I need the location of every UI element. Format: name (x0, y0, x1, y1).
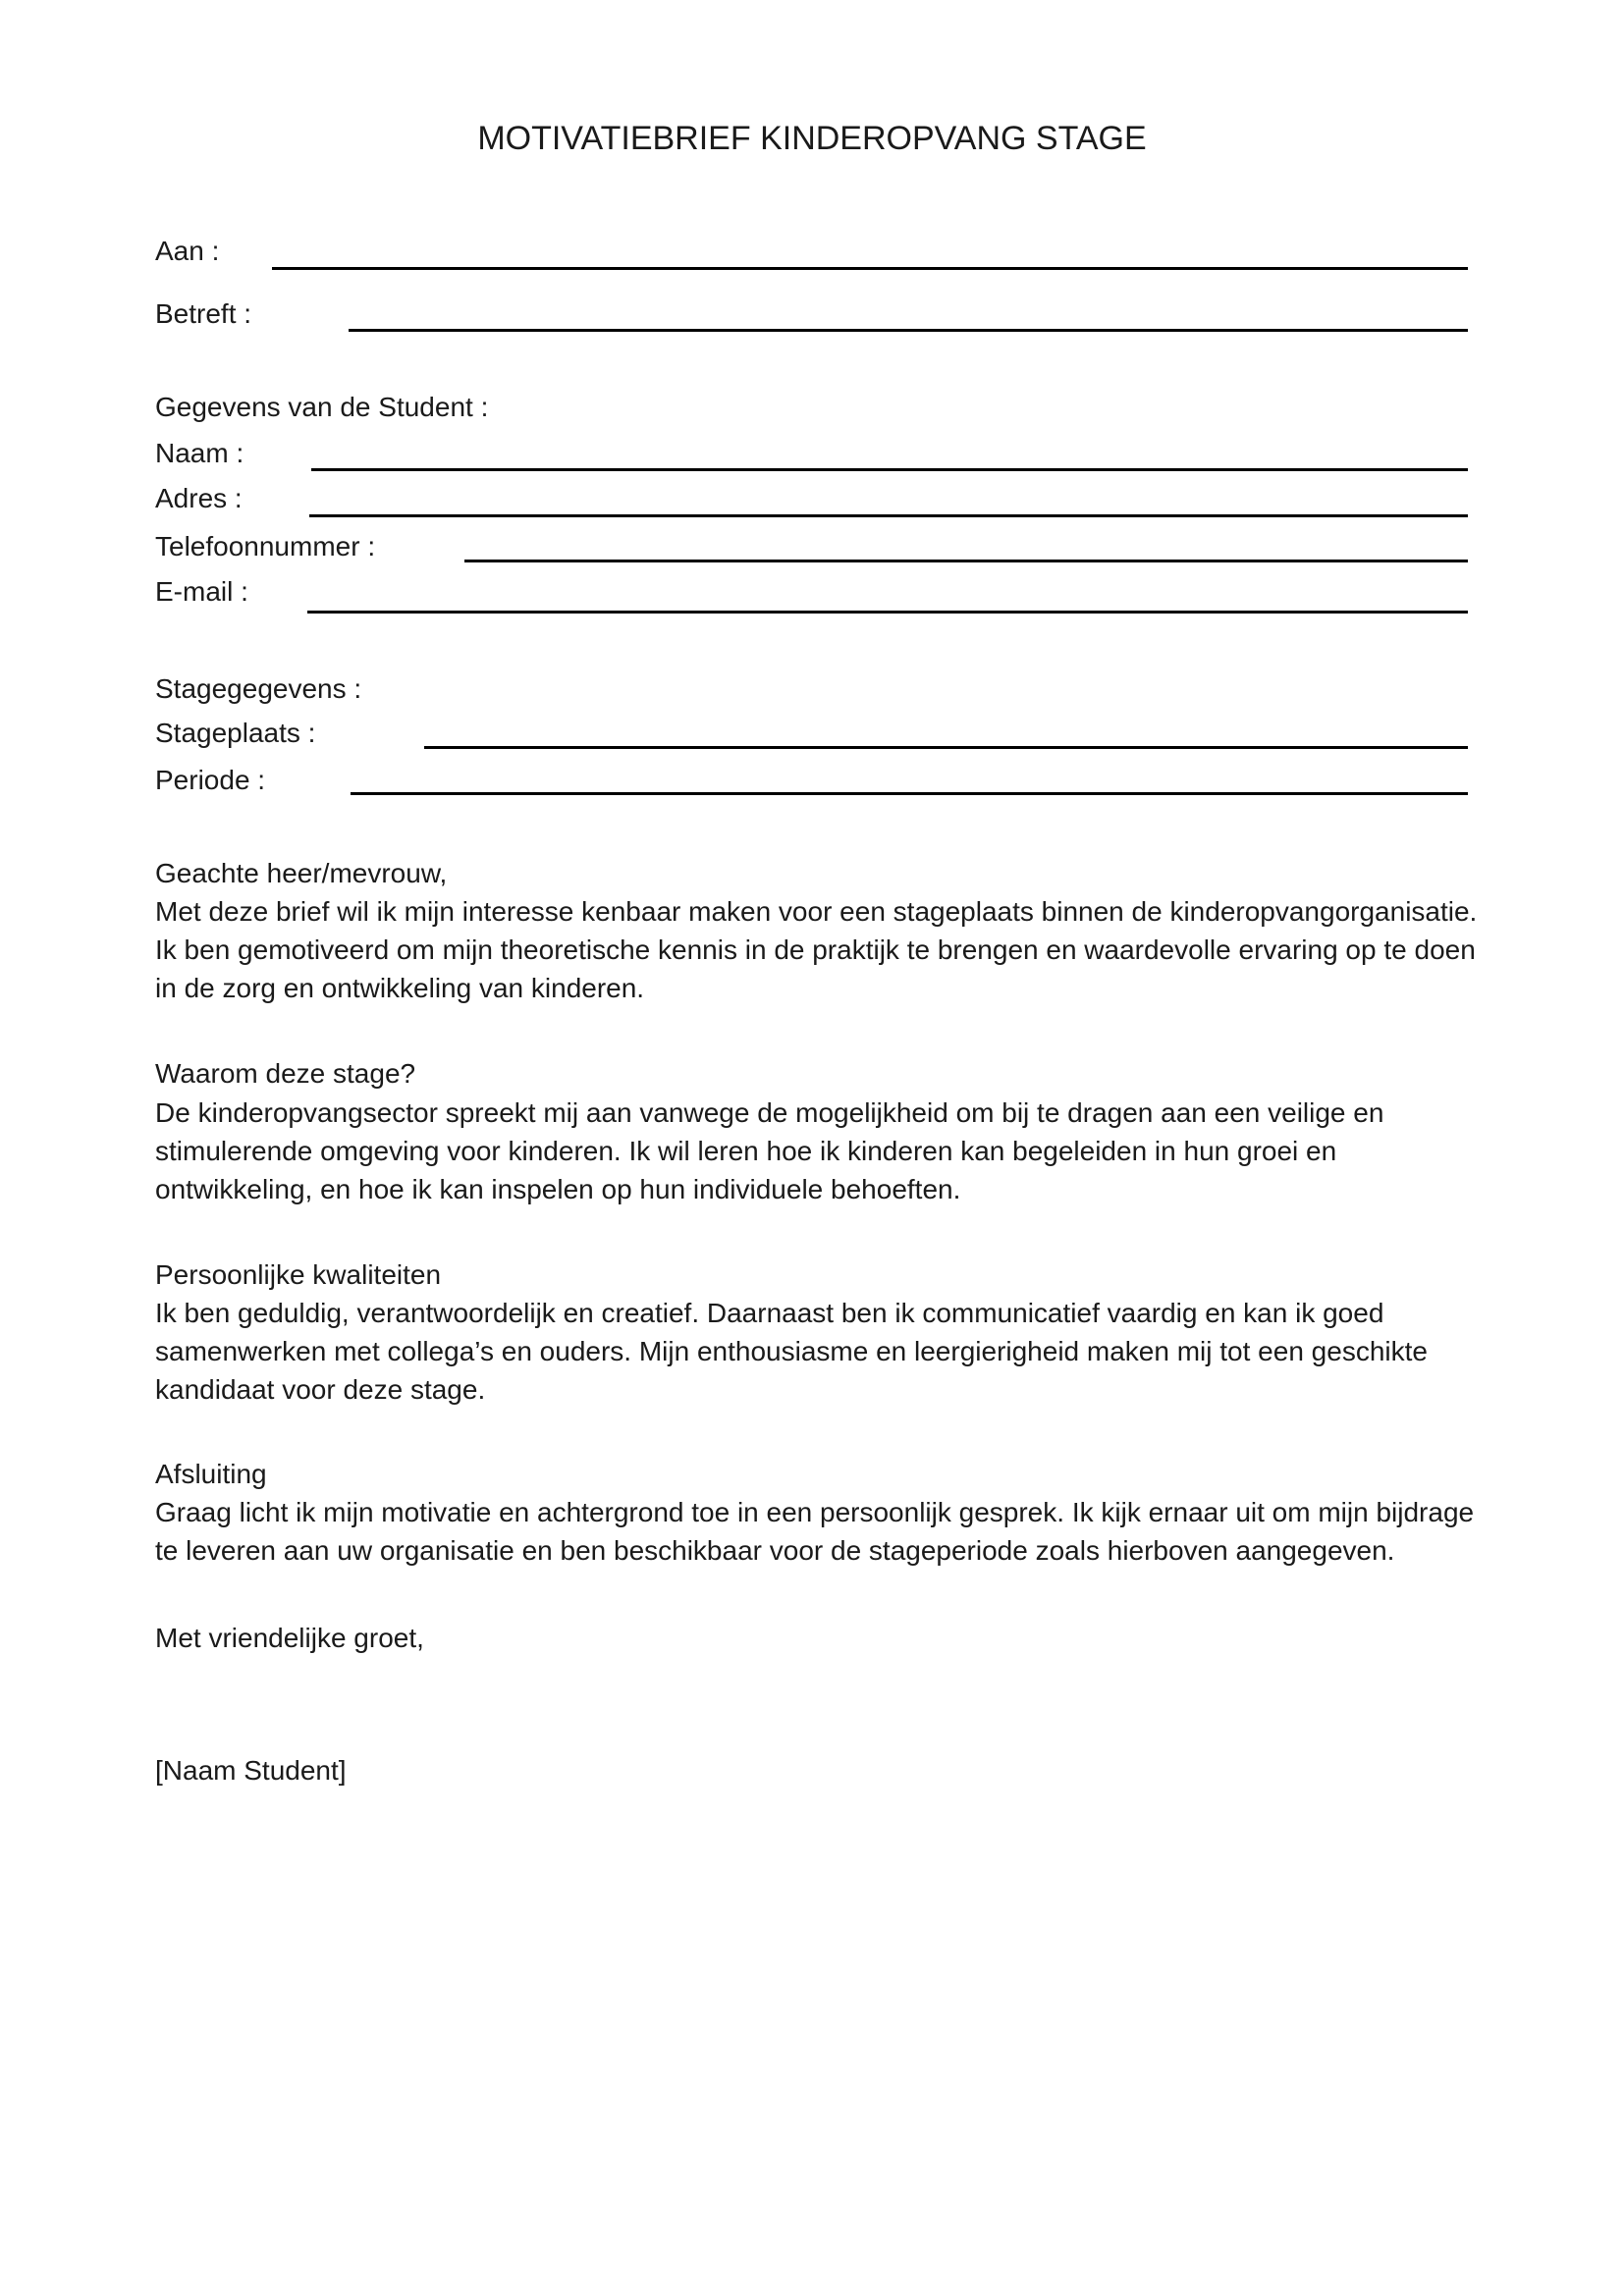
email-label: E-mail : (155, 576, 248, 607)
letter-greeting: Geachte heer/mevrouw, (155, 858, 448, 888)
stage-section-heading: Stagegegevens : (155, 673, 362, 704)
letter-opening-block (155, 854, 1486, 1007)
telefoonnummer-label: Telefoonnummer : (155, 531, 376, 561)
email-fill-line[interactable] (307, 611, 1468, 614)
adres-label: Adres : (155, 483, 243, 513)
aan-fill-line[interactable] (272, 267, 1468, 270)
closing-section-heading: Afsluiting (155, 1459, 267, 1489)
stageplaats-label: Stageplaats : (155, 718, 316, 748)
signature-name-placeholder: [Naam Student] (155, 1755, 347, 1786)
aan-label: Aan : (155, 236, 220, 266)
adres-fill-line[interactable] (309, 514, 1468, 517)
periode-fill-line[interactable] (351, 792, 1468, 795)
stageplaats-fill-line[interactable] (424, 746, 1468, 749)
letter-intro-paragraph: Met deze brief wil ik mijn interesse kenbaar maken voor een stageplaats binnen de kinderopvangorganisatie. Ik ben gemotiveerd om mijn theoretische kennis in de praktijk te brengen en waardevolle ervaring op te doen in de zorg en ontwikkeling van kinderen. (155, 896, 1478, 1003)
closing-section-paragraph: Graag licht ik mijn motivatie en achtergrond toe in een persoonlijk gesprek. Ik kijk ernaar uit om mijn bijdrage te leveren aan uw organisatie en ben beschikbaar voor de stageperiode zoals hierboven aangegeven. (155, 1497, 1475, 1566)
qualities-section-paragraph: Ik ben geduldig, verantwoordelijk en creatief. Daarnaast ben ik communicatief vaardig en kan ik goed samenwerken met collega’s en ouders. Mijn enthousiasme en leergierigheid maken mij tot een geschikte kandidaat voor deze stage. (155, 1298, 1428, 1405)
why-section-paragraph: De kinderopvangsector spreekt mij aan vanwege de mogelijkheid om bij te dragen aan een veilige en stimulerende omgeving voor kinderen. Ik wil leren hoe ik kinderen kan begeleiden in hun groei en ontwikkeling, en hoe ik kan inspelen op hun individuele behoeften. (155, 1097, 1384, 1204)
betreft-label: Betreft : (155, 298, 252, 329)
qualities-section-heading: Persoonlijke kwaliteiten (155, 1259, 442, 1290)
telefoonnummer-fill-line[interactable] (464, 560, 1468, 562)
betreft-fill-line[interactable] (349, 329, 1468, 332)
page-title: MOTIVATIEBRIEF KINDEROPVANG STAGE (477, 120, 1147, 157)
why-section-heading: Waarom deze stage? (155, 1058, 416, 1089)
letter-signoff: Met vriendelijke groet, (155, 1623, 424, 1653)
naam-fill-line[interactable] (311, 468, 1468, 471)
periode-label: Periode : (155, 765, 266, 795)
student-section-heading: Gegevens van de Student : (155, 392, 489, 422)
naam-label: Naam : (155, 438, 244, 468)
